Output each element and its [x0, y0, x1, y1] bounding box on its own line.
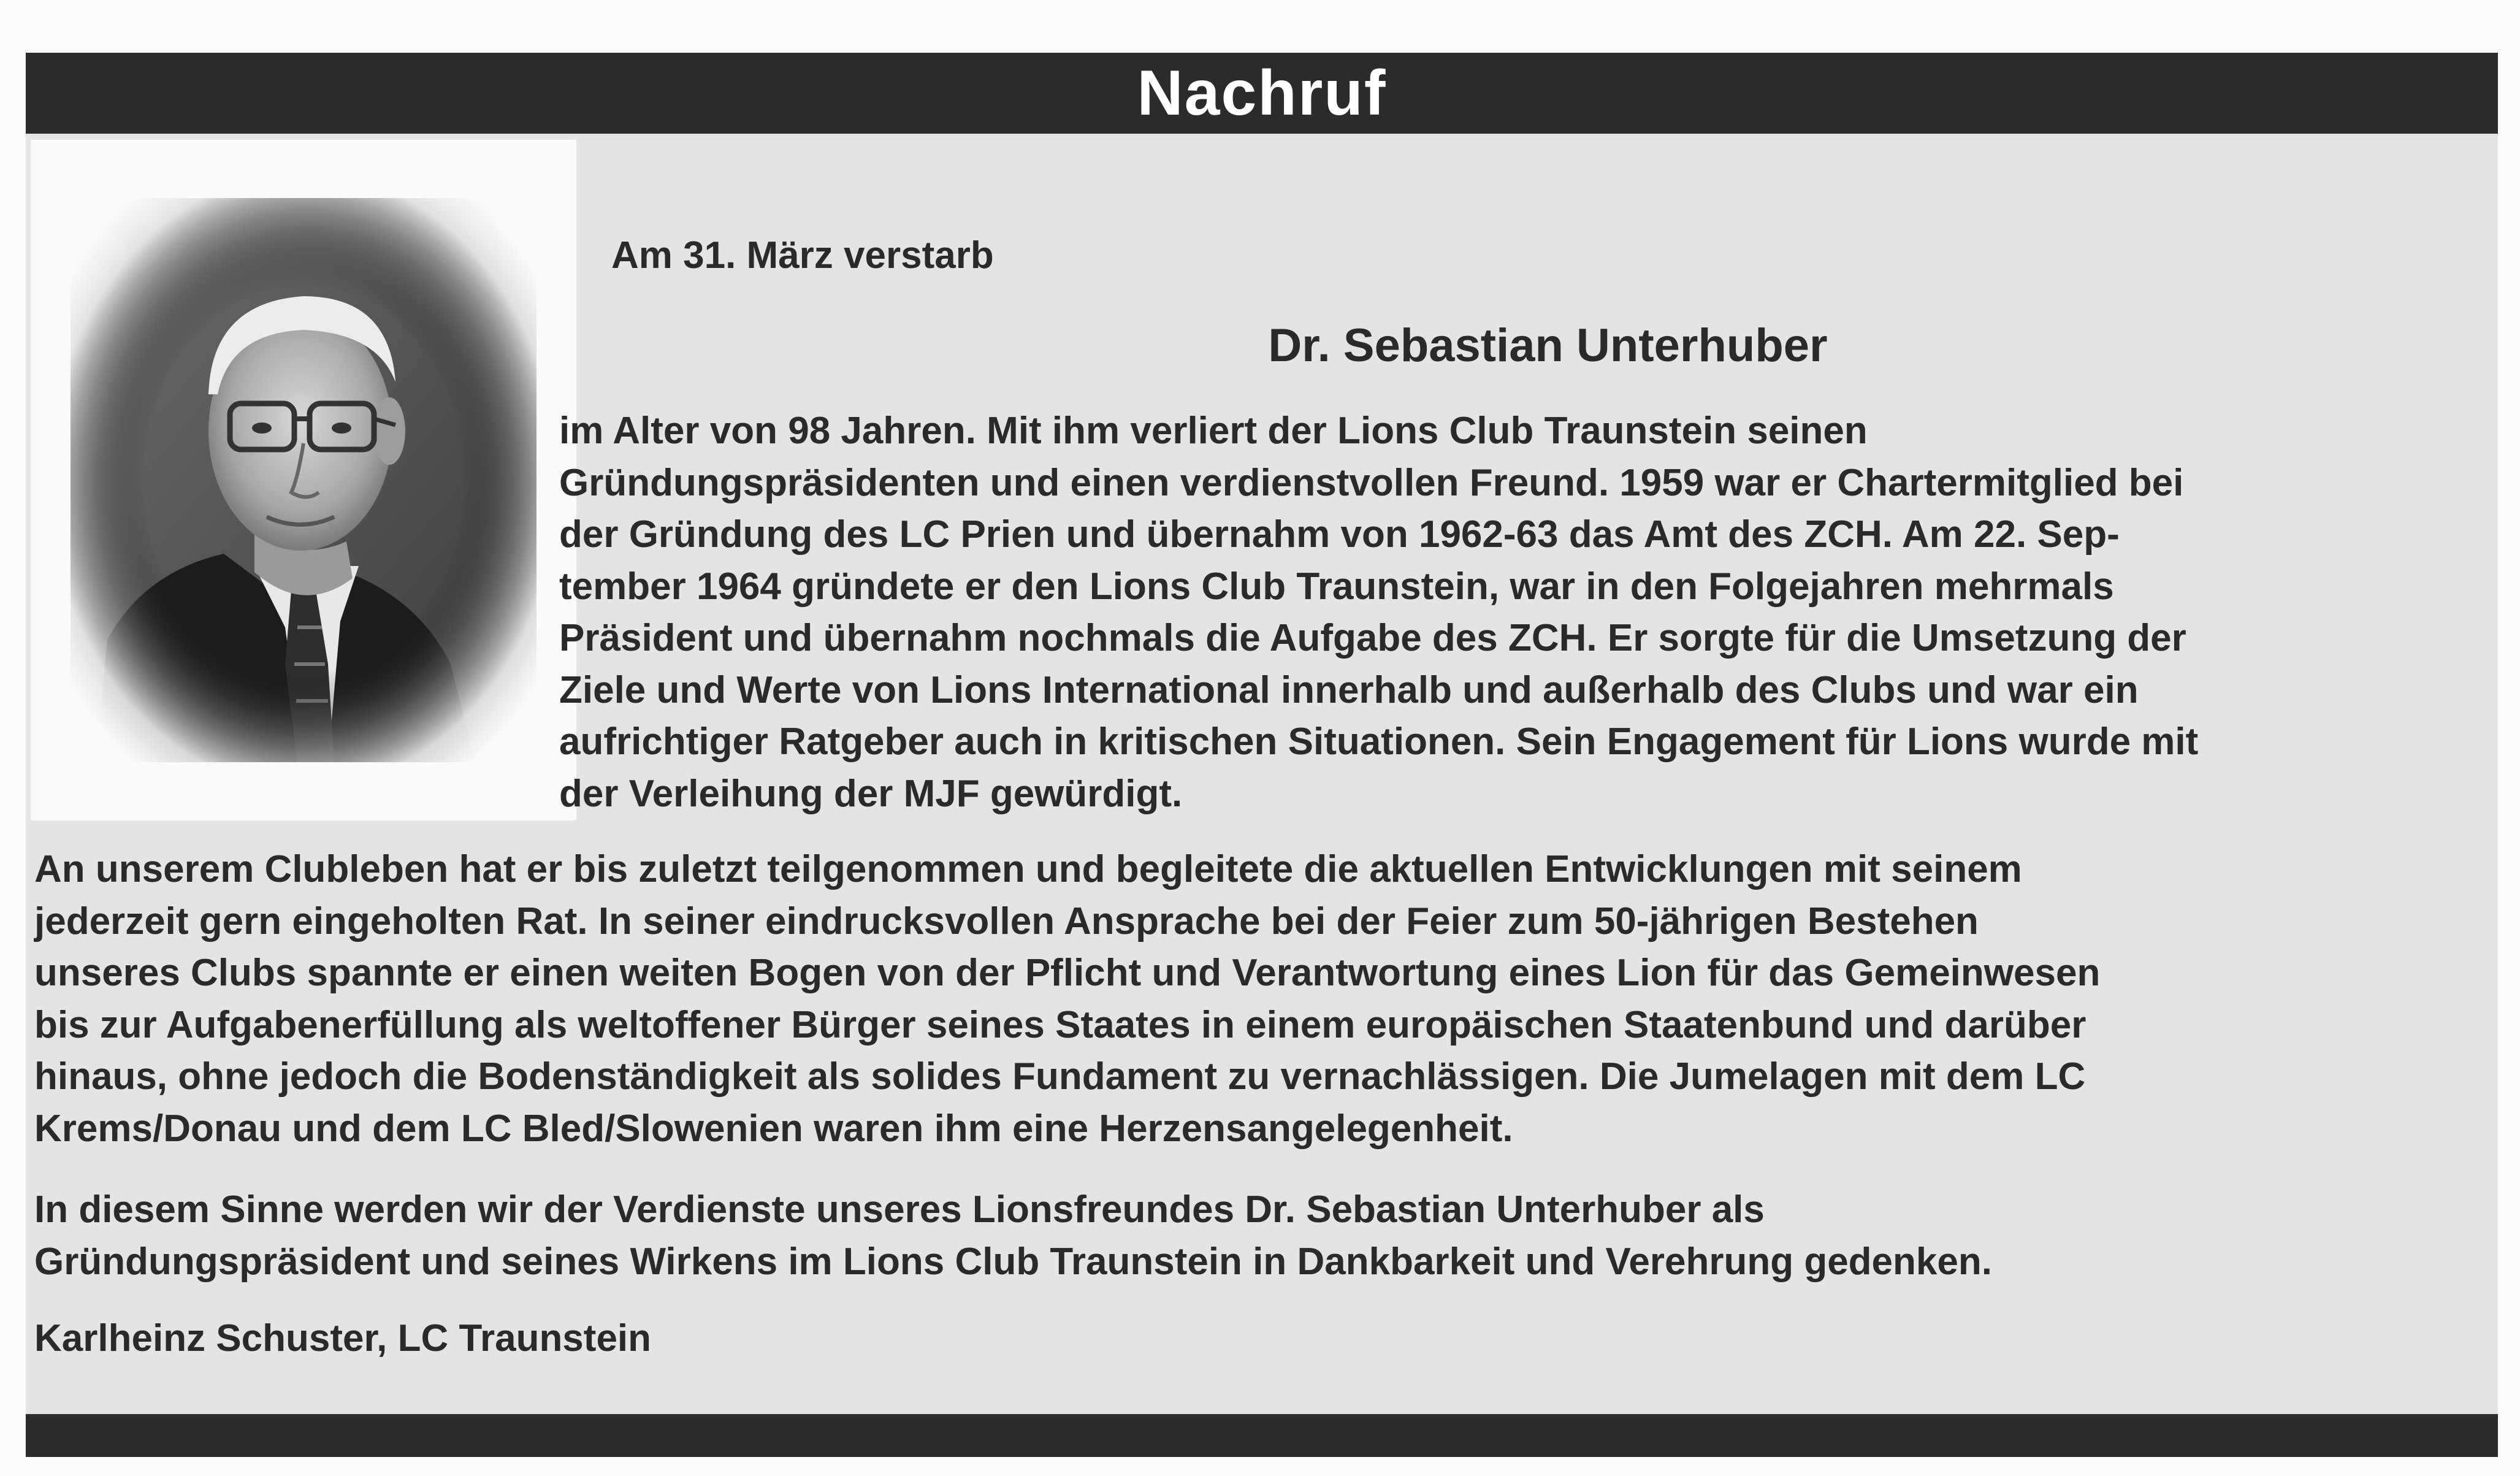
text-line: bis zur Aufgabenerfüllung als weltoffener Bürger seines Staates in einem europäischen Staatenbund und darüber: [34, 1003, 2087, 1046]
text-line: jederzeit gern eingeholten Rat. In seiner eindrucksvollen Ansprache bei der Feier zum 50-jährigen Bestehen: [34, 900, 1979, 943]
text-line: Ziele und Werte von Lions International innerhalb und außerhalb des Clubs und war ein: [559, 668, 2139, 711]
text-line: Krems/Donau und dem LC Bled/Slowenien waren ihm eine Herzensangelegenheit.: [34, 1107, 1513, 1150]
text-line: tember 1964 gründete er den Lions Club Traunstein, war in den Folgejahren mehrmals: [559, 565, 2114, 608]
paragraph-club-life: [34, 844, 2100, 1155]
intro-text: Am 31. März verstarb: [611, 234, 994, 277]
text-line: Gründungspräsidenten und einen verdienstvollen Freund. 1959 war er Chartermitglied bei: [559, 461, 2184, 504]
deceased-name: Dr. Sebastian Unterhuber: [1268, 319, 1828, 372]
text-line: In diesem Sinne werden wir der Verdienste unseres Lionsfreundes Dr. Sebastian Unterhuber als: [34, 1188, 1765, 1231]
text-line: Gründungspräsident und seines Wirkens im Lions Club Traunstein in Dankbarkeit und Verehrung gedenken.: [34, 1240, 1992, 1283]
paragraph-biography: [559, 405, 2198, 820]
page-title: Nachruf: [1137, 58, 1387, 129]
signature: Karlheinz Schuster, LC Traunstein: [34, 1317, 652, 1359]
header-bar: [26, 53, 2498, 134]
text-line: hinaus, ohne jedoch die Bodenständigkeit als solides Fundament zu vernachlässigen. Die Jumelagen mit dem LC: [34, 1055, 2086, 1098]
text-line: der Verleihung der MJF gewürdigt.: [559, 772, 1183, 815]
portrait-photo: [31, 140, 576, 820]
text-line: im Alter von 98 Jahren. Mit ihm verliert der Lions Club Traunstein seinen: [559, 410, 1868, 452]
footer-bar: [26, 1414, 2498, 1457]
text-line: An unserem Clubleben hat er bis zuletzt teilgenommen und begleitete die aktuellen Entwicklungen mit seinem: [34, 848, 2022, 890]
portrait-image: [71, 198, 536, 762]
text-line: der Gründung des LC Prien und übernahm von 1962-63 das Amt des ZCH. Am 22. Sep-: [559, 513, 2120, 556]
text-line: unseres Clubs spannte er einen weiten Bogen von der Pflicht und Verantwortung eines Lion für das Gemeinwesen: [34, 952, 2101, 994]
text-line: aufrichtiger Ratgeber auch in kritischen Situationen. Sein Engagement für Lions wurde mit: [559, 721, 2199, 763]
paragraph-remembrance: [34, 1184, 1992, 1288]
obituary-document: [26, 53, 2498, 1457]
text-line: Präsident und übernahm nochmals die Aufgabe des ZCH. Er sorgte für die Umsetzung der: [559, 617, 2186, 659]
